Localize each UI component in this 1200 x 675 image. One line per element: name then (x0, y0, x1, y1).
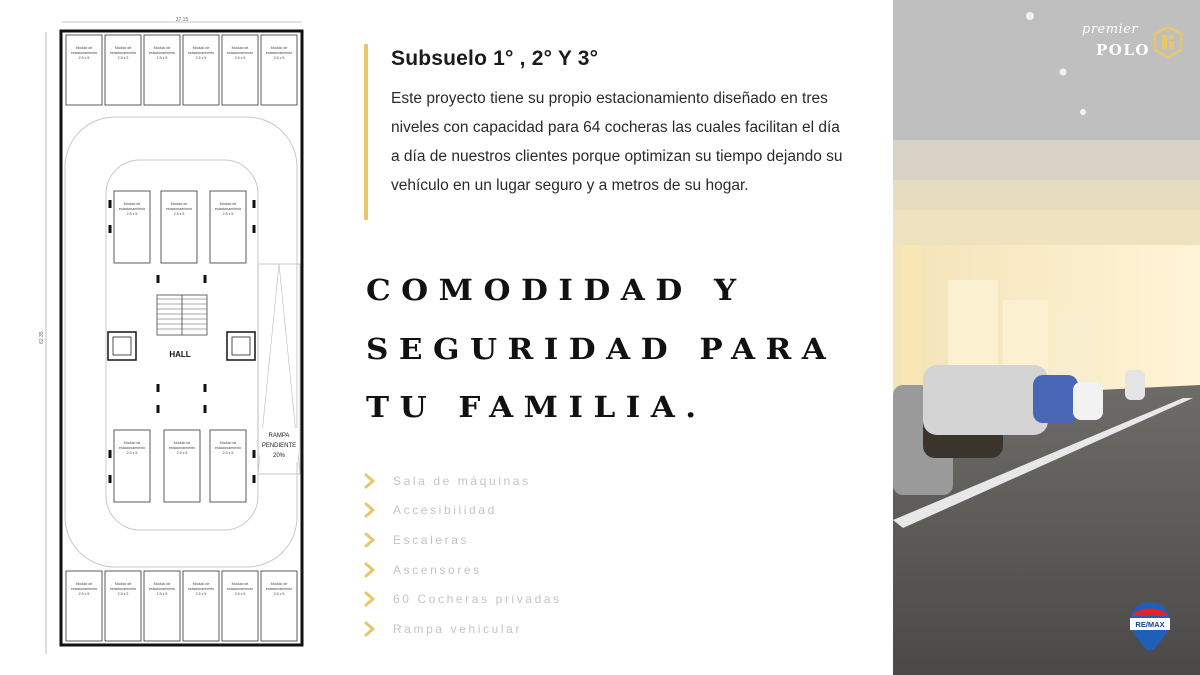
feature-label: 60 Cocheras privadas (393, 592, 562, 607)
stall-label-line1: Módulo de (270, 46, 288, 50)
feature-item (362, 466, 622, 496)
parking-stall (66, 35, 102, 105)
stall-label-line1: Módulo de (192, 46, 210, 50)
stall-label-line2: estacionamiento (187, 587, 215, 591)
inner-upper-stall-row (114, 191, 246, 263)
stall-label-line2: estacionamiento (168, 446, 196, 450)
stall-size: 2.5 x 5 (222, 451, 234, 455)
parking-stall (210, 191, 246, 263)
stall-size: 2.5 x 5 (117, 592, 129, 596)
premier-polo-logo (1060, 16, 1188, 64)
stall-label-line2: estacionamiento (226, 51, 254, 55)
feature-label: Rampa vehicular (393, 621, 523, 636)
stall-label-line1: Módulo de (123, 441, 141, 445)
stall-size: 2.5 x 5 (273, 56, 285, 60)
parking-stall (183, 571, 219, 641)
stall-size: 2.5 x 5 (117, 56, 129, 60)
stall-size: 2.5 x 5 (126, 212, 138, 216)
stall-size: 2.5 x 5 (156, 56, 168, 60)
level-info (364, 44, 844, 220)
floor-plan-drawing (40, 14, 315, 659)
stall-label-line2: estacionamiento (265, 587, 293, 591)
chevron-right-icon (362, 620, 378, 638)
chevron-right-icon (362, 561, 378, 579)
parking-stall (261, 35, 297, 105)
stall-label-line2: estacionamiento (70, 587, 98, 591)
stall-label-line2: estacionamiento (226, 587, 254, 591)
stall-label-line1: Módulo de (219, 202, 237, 206)
feature-item (362, 555, 622, 585)
parking-stall (105, 35, 141, 105)
parking-stall (66, 571, 102, 641)
parking-stall (144, 571, 180, 641)
headline-line-3: TU FAMILIA. (366, 391, 707, 425)
parking-stall (105, 571, 141, 641)
stall-size: 2.5 x 5 (195, 592, 207, 596)
remax-balloon-icon (1128, 600, 1172, 652)
elevator-left (108, 332, 136, 360)
feature-list (362, 466, 622, 644)
stall-label-line2: estacionamiento (148, 51, 176, 55)
stall-label-line1: Módulo de (231, 46, 249, 50)
stall-label-line2: estacionamiento (214, 446, 242, 450)
parking-stall (183, 35, 219, 105)
parking-stall (114, 191, 150, 263)
headline (366, 262, 866, 438)
parking-stall (222, 571, 258, 641)
headline-line-1: COMODIDAD Y (366, 274, 747, 308)
chevron-right-icon (362, 501, 378, 519)
brand-word: POLO (1096, 41, 1150, 59)
hall-label: HALL (169, 350, 191, 359)
stall-size: 2.5 x 5 (173, 212, 185, 216)
stall-label-line1: Módulo de (231, 582, 249, 586)
stall-label-line1: Módulo de (75, 582, 93, 586)
stall-label-line1: Módulo de (153, 582, 171, 586)
stall-label-line1: Módulo de (153, 46, 171, 50)
stall-size: 2.5 x 5 (273, 592, 285, 596)
parking-garage-photo (893, 0, 1200, 675)
parking-stall (161, 191, 197, 263)
stall-size: 2.5 x 5 (222, 212, 234, 216)
stall-label-line2: estacionamiento (165, 207, 193, 211)
chevron-right-icon (362, 472, 378, 490)
section-title: Subsuelo 1° , 2° Y 3° (391, 47, 599, 70)
stall-label-line1: Módulo de (173, 441, 191, 445)
parking-stall (210, 430, 246, 502)
stall-label-line1: Módulo de (219, 441, 237, 445)
feature-label: Escaleras (393, 532, 470, 547)
parking-floor-plan (40, 14, 315, 659)
chevron-right-icon (362, 590, 378, 608)
parking-stall (261, 571, 297, 641)
stall-size: 2.5 x 5 (78, 56, 90, 60)
feature-item (362, 496, 622, 526)
stall-label-line1: Módulo de (114, 46, 132, 50)
dimension-top: 37.15 (175, 17, 189, 23)
stall-label-line1: Módulo de (75, 46, 93, 50)
stall-label-line2: estacionamiento (214, 207, 242, 211)
stall-label-line2: estacionamiento (265, 51, 293, 55)
parking-stall (144, 35, 180, 105)
feature-item (362, 614, 622, 644)
stall-label-line2: estacionamiento (109, 51, 137, 55)
stall-label-line1: Módulo de (270, 582, 288, 586)
parking-stall (222, 35, 258, 105)
stairs-symbol (157, 295, 207, 335)
stall-label-line1: Módulo de (170, 202, 188, 206)
feature-label: Accesibilidad (393, 503, 497, 518)
stall-size: 2.5 x 5 (156, 592, 168, 596)
stall-size: 2.5 x 5 (195, 56, 207, 60)
stall-label-line2: estacionamiento (70, 51, 98, 55)
chevron-right-icon (362, 531, 378, 549)
stall-label-line2: estacionamiento (118, 446, 146, 450)
elevator-right (227, 332, 255, 360)
brand-script: premier (1082, 22, 1139, 37)
accent-bar (364, 44, 368, 220)
remax-label: RE/MAX (1135, 620, 1165, 629)
feature-label: Ascensores (393, 562, 482, 577)
stall-label-line2: estacionamiento (109, 587, 137, 591)
stall-label-line1: Módulo de (192, 582, 210, 586)
stall-label-line2: estacionamiento (118, 207, 146, 211)
stall-label-line1: Módulo de (114, 582, 132, 586)
section-description: Este proyecto tiene su propio estacionamiento diseñado en tres niveles con capacidad para 64 cocheras las cuales facilitan el día a día de nuestros clientes porque optimizan su tiempo dejando su vehículo en un lugar seguro y a metros de su hogar. (391, 90, 843, 194)
stall-label-line2: estacionamiento (187, 51, 215, 55)
top-stall-row (66, 35, 297, 105)
stall-size: 2.5 x 5 (234, 592, 246, 596)
feature-item (362, 525, 622, 555)
headline-line-2: SEGURIDAD PARA (366, 332, 837, 367)
stall-size: 2.5 x 5 (78, 592, 90, 596)
ramp-label-line3: 20% (272, 453, 286, 459)
stall-size: 2.5 x 5 (234, 56, 246, 60)
parking-stall (164, 430, 200, 502)
ramp-label-line2: PENDIENTE (261, 443, 297, 449)
feature-item (362, 584, 622, 614)
stall-label-line1: Módulo de (123, 202, 141, 206)
bottom-stall-row (66, 571, 297, 641)
stall-label-line2: estacionamiento (148, 587, 176, 591)
inner-lower-stall-row (114, 430, 246, 502)
feature-label: Sala de máquinas (393, 473, 531, 488)
parking-stall (114, 430, 150, 502)
brand-mark-icon (1154, 26, 1182, 58)
stall-size: 2.5 x 5 (176, 451, 188, 455)
dimension-side: 62.35 (39, 331, 45, 344)
ramp-label-line1: RAMPA (268, 433, 290, 439)
stall-size: 2.5 x 5 (126, 451, 138, 455)
